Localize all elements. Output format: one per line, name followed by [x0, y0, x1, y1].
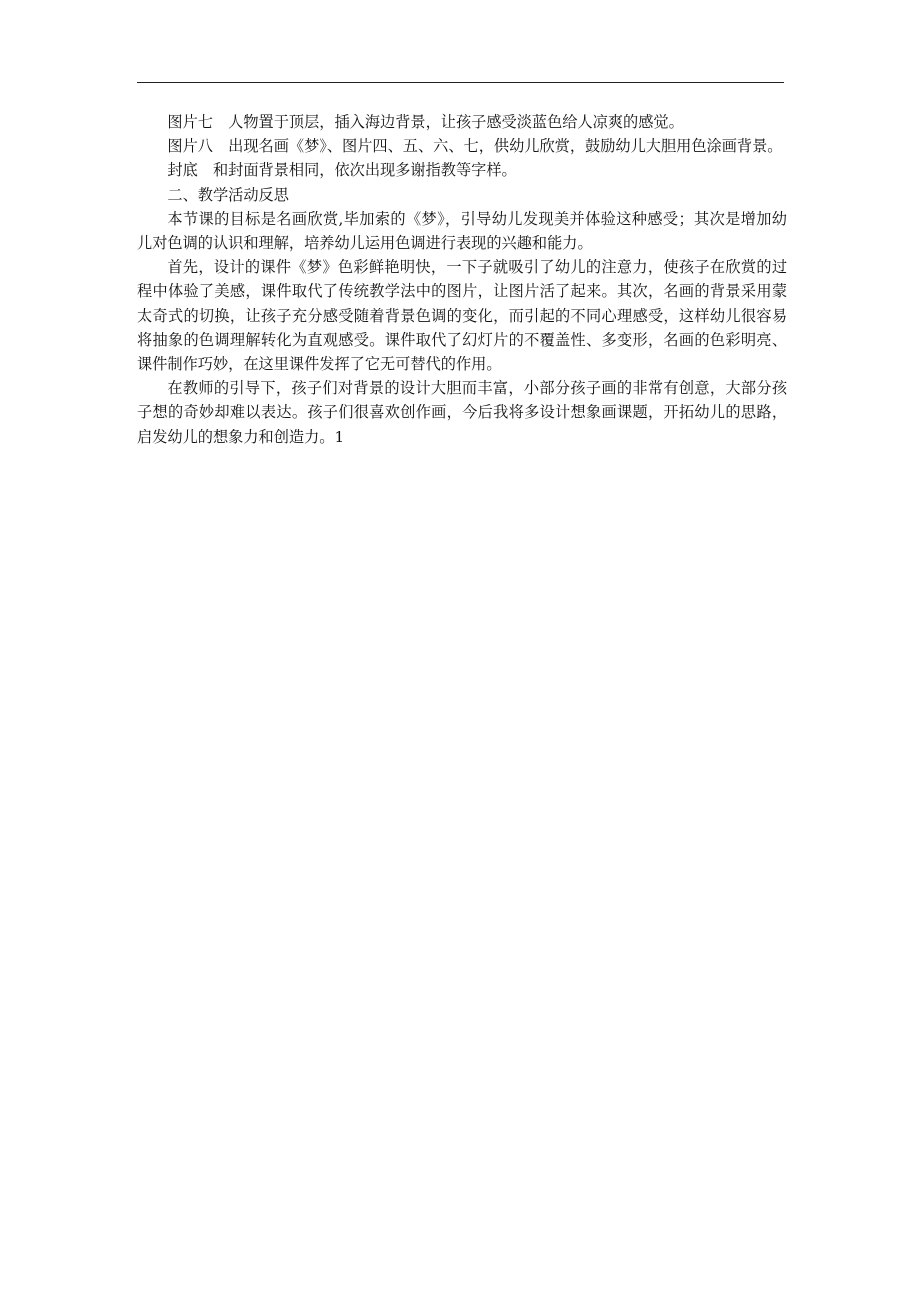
slide-item-text: 出现名画《梦》、图片四、五、六、七，供幼儿欣赏，鼓励幼儿大胆用色涂画背景。 [228, 137, 783, 156]
section-heading: 二、教学活动反思 [167, 185, 289, 204]
slide-item-text: 和封面背景相同，依次出现多谢指教等字样。 [212, 161, 517, 180]
header-rule [137, 82, 784, 83]
slide-item-7 [137, 110, 787, 134]
document-body [137, 110, 787, 449]
slide-item-label: 图片七 [167, 113, 213, 131]
slide-item-label: 封底 [167, 161, 198, 180]
slide-item-8 [137, 134, 787, 158]
paragraph-courseware: 首先，设计的课件《梦》色彩鲜艳明快，一下子就吸引了幼儿的注意力，使孩子在欣赏的过程中体验了美感，课件取代了传统教学法中的图片，让图片活了起来。其次，名画的背景采用蒙太奇式的切换，让孩子充分感受随着背景色调的变化，而引起的不同心理感受，这样幼儿很容易将抽象的色调理解转化为直观感受。课件取代了幻灯片的不覆盖性、多变形，名画的色彩明亮、课件制作巧妙，在这里课件发挥了它无可替代的作用。 [137, 258, 787, 374]
slide-item-text: 人物置于顶层，插入海边背景，让孩子感受淡蓝色给人凉爽的感觉。 [228, 113, 684, 131]
paragraph-conclusion: 在教师的引导下，孩子们对背景的设计大胆而丰富，小部分孩子画的非常有创意，大部分孩子想的奇妙却难以表达。孩子们很喜欢创作画，今后我将多设计想象画课题，开拓幼儿的思路，启发幼儿的想象力和创造力。1 [137, 379, 787, 446]
paragraph-goal: 本节课的目标是名画欣赏,毕加索的《梦》，引导幼儿发现美并体验这种感受；其次是增加幼儿对色调的认识和理解，培养幼儿运用色调进行表现的兴趣和能力。 [137, 209, 787, 253]
slide-item-label: 图片八 [167, 137, 213, 156]
slide-item-back-cover [137, 158, 787, 182]
